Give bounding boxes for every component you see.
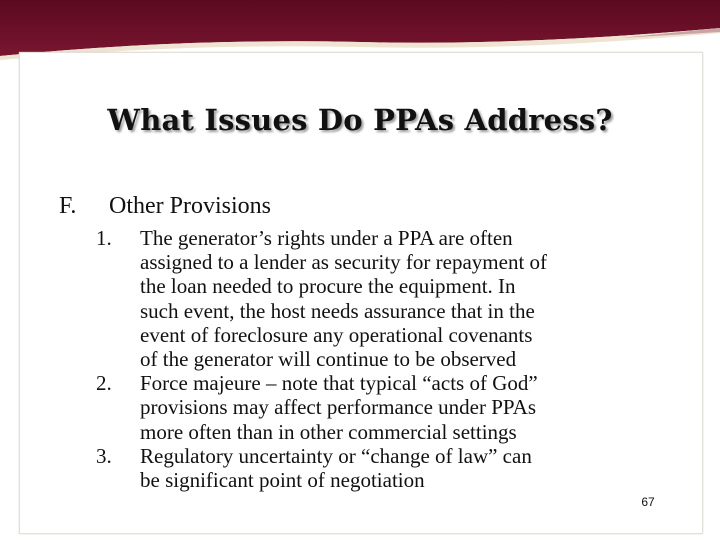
list-item-number: 2.: [96, 371, 112, 396]
section-letter: F.: [59, 193, 77, 219]
list-item-number: 3.: [96, 443, 112, 468]
slide-title: What Issues Do PPAs Address?: [107, 103, 613, 137]
header-banner: [0, 0, 720, 60]
list-item-line: Regulatory uncertainty or “change of law” can: [140, 443, 532, 468]
list-item-text: [140, 444, 696, 492]
list-item-line: of the generator will continue to be observed: [140, 347, 517, 372]
list-item-2: [96, 371, 696, 444]
list-item-line: event of foreclosure any operational covenants: [140, 322, 533, 347]
list-item-line: provisions may affect performance under PPAs: [140, 395, 536, 420]
list-item-1: [96, 226, 696, 371]
page-number: 67: [641, 495, 655, 509]
list-item-line: such event, the host needs assurance that in the: [140, 298, 535, 323]
list-item-line: the loan needed to procure the equipment. In: [140, 274, 516, 299]
list-item-3: [96, 444, 696, 492]
list-item-number: 1.: [96, 226, 112, 250]
section-heading-text: Other Provisions: [109, 193, 271, 219]
section-heading: [59, 193, 271, 220]
list-item-line: Force majeure – note that typical “acts of God”: [140, 371, 538, 396]
list-item-line: assigned to a lender as security for repayment of: [140, 250, 548, 275]
numbered-list: [96, 226, 696, 492]
list-item-text: [140, 226, 696, 371]
list-item-text: [140, 371, 696, 444]
list-item-line: The generator’s rights under a PPA are often: [140, 226, 513, 250]
list-item-line: more often than in other commercial settings: [140, 419, 517, 444]
list-item-line: be significant point of negotiation: [140, 468, 425, 493]
